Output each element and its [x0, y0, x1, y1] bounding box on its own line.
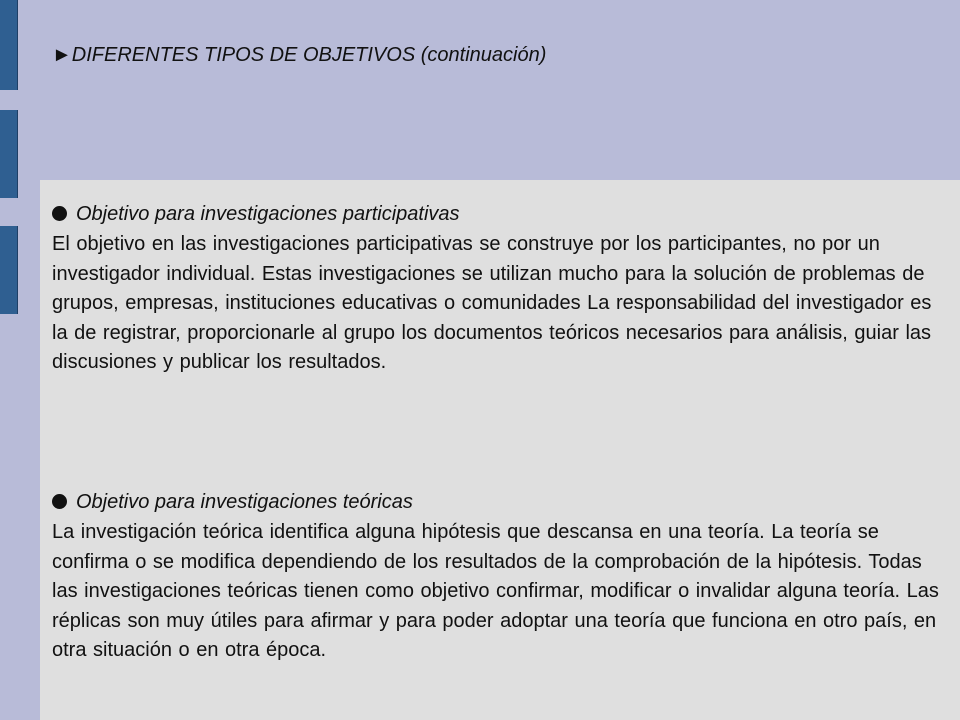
bullet-icon: [52, 206, 67, 221]
accent-block-top: [0, 0, 18, 90]
bullet-icon: [52, 494, 67, 509]
section-body: El objetivo en las investigaciones participativas se construye por los participantes, no por un investigador individual. Estas investigaciones se utilizan mucho para la solución de problemas de grupos, empresas, instituciones educativas o comunidades La responsabilidad del investigador es la de registrar, proporcionarle al grupo los documentos teóricos necesarios para análisis, guiar las discusiones y publicar los resultados.: [52, 233, 932, 373]
accent-block-bottom: [0, 226, 18, 314]
section-heading-text: Objetivo para investigaciones participativas: [76, 203, 460, 225]
section-heading-text: Objetivo para investigaciones teóricas: [76, 491, 413, 513]
section-heading: [52, 200, 932, 228]
slide-title: ►DIFERENTES TIPOS DE OBJETIVOS (continuación): [52, 44, 547, 66]
content-panel: [40, 180, 960, 720]
accent-block-middle: [0, 110, 18, 198]
section-participativas: [52, 200, 932, 378]
section-heading: [52, 488, 952, 516]
section-teoricas: [52, 488, 952, 666]
section-body: La investigación teórica identifica alguna hipótesis que descansa en una teoría. La teoría se confirma o se modifica dependiendo de los resultados de la comprobación de la hipótesis. Todas las investigaciones teóricas tienen como objetivo confirmar, modificar o invalidar alguna teoría. Las réplicas son muy útiles para afirmar y para poder adoptar una teoría que funciona en otro país, en otra situación o en otra época.: [52, 521, 939, 661]
left-decoration-bar: [0, 0, 40, 720]
